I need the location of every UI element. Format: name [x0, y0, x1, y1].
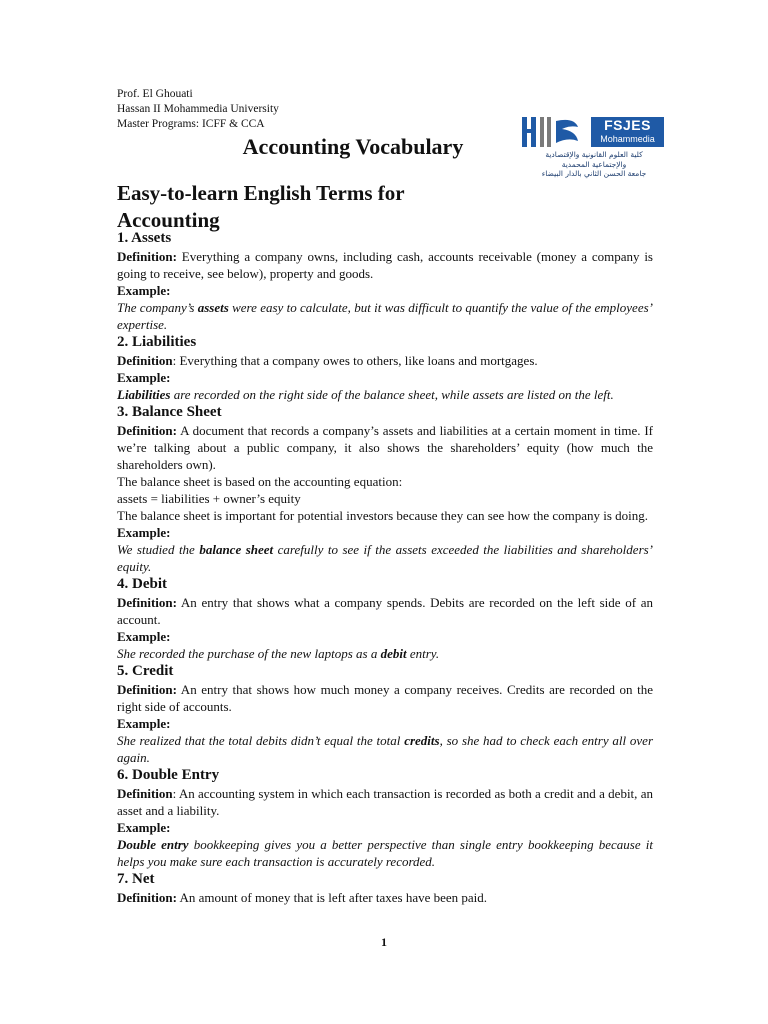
arabic-line-2: والإجتماعية المحمدية [561, 159, 627, 169]
definition-double-entry [117, 785, 653, 819]
author-line: Prof. El Ghouati [117, 88, 193, 100]
section-heading-liabilities: 2. Liabilities [117, 334, 197, 350]
example-text: carefully to see if the assets exceeded the liabilities and shareholders’ equity. [117, 542, 654, 574]
example-debit [117, 645, 653, 662]
example-term: debit [380, 646, 407, 661]
example-assets [117, 299, 653, 333]
accounting-equation: assets = liabilities + owner’s equity [117, 491, 301, 506]
definition-credit [117, 681, 653, 715]
definition-text: An entry that shows what a company spends. Debits are recorded on the left side of an account. [117, 595, 653, 627]
vocabulary-body [117, 229, 653, 906]
definition-text: A document that records a company’s assets and liabilities at a certain moment in time. If we’re talking about a public company, it also shows the shareholders’ equity (how much the shareholders own). [117, 423, 653, 472]
arabic-line-3: جامعة الحسن الثاني بالدار البيضاء [541, 169, 647, 178]
example-label: Example: [117, 283, 171, 298]
arabic-line-1: كلية العلوم القانونية والإقتصادية [545, 150, 643, 159]
balance-sheet-note: The balance sheet is based on the accounting equation: [117, 474, 403, 489]
example-credit [117, 732, 653, 766]
definition-assets [117, 248, 653, 282]
fsjes-badge [591, 117, 664, 147]
definition-net [117, 889, 653, 906]
definition-text: An entry that shows how much money a company receives. Credits are recorded on the right side of accounts. [117, 682, 653, 714]
example-text: are recorded on the right side of the balance sheet, while assets are listed on the left. [170, 387, 614, 402]
example-text: The company’s [117, 300, 198, 315]
example-text: She recorded the purchase of the new laptops as a [117, 646, 381, 661]
section-heading-debit: 4. Debit [117, 576, 167, 592]
example-text: She realized that the total debits didn’t equal the total [117, 733, 405, 748]
example-label: Example: [117, 820, 171, 835]
example-text: entry. [406, 646, 440, 661]
definition-label: Definition [117, 786, 173, 801]
section-heading-assets: 1. Assets [117, 230, 172, 246]
example-term: assets [197, 300, 229, 315]
page-number: 1 [381, 935, 387, 949]
section-heading-credit: 5. Credit [117, 663, 174, 679]
definition-label: Definition: [117, 595, 177, 610]
example-label: Example: [117, 370, 171, 385]
example-text: We studied the [117, 542, 200, 557]
subtitle [117, 180, 477, 234]
definition-label: Definition: [117, 890, 177, 905]
definition-label: Definition: [117, 682, 177, 697]
balance-sheet-note: The balance sheet is important for potential investors because they can see how the company is doing. [117, 508, 649, 523]
example-text: , so she had to check each entry all over again. [117, 733, 654, 765]
example-balance-sheet [117, 541, 653, 575]
example-label: Example: [117, 525, 171, 540]
definition-text: : An accounting system in which each transaction is recorded as both a credit and a debit, an asset and a liability. [117, 786, 653, 818]
example-text: were easy to calculate, but it was difficult to quantify the value of the employees’ expertise. [117, 300, 653, 332]
example-liabilities [117, 386, 653, 403]
definition-label: Definition: [117, 423, 177, 438]
section-heading-net: 7. Net [117, 871, 155, 887]
header-block [117, 87, 279, 132]
definition-text: : Everything that a company owes to others, like loans and mortgages. [172, 353, 538, 368]
arabic-faculty-name [524, 150, 664, 179]
subtitle-line-1: Easy-to-learn English Terms for [117, 181, 405, 205]
subtitle-line-2: Accounting [117, 208, 220, 232]
definition-label: Definition: [117, 249, 177, 264]
page-title: Accounting Vocabulary [242, 134, 464, 159]
example-text: bookkeeping gives you a better perspective than single entry bookkeeping because it helps you make sure each transaction is accurately recorded. [117, 837, 653, 869]
university-emblem-icon [522, 115, 584, 149]
definition-text: Everything a company owns, including cash, accounts receivable (money a company is going to receive, see below), property and goods. [117, 249, 653, 281]
example-term: credits [404, 733, 440, 748]
definition-balance-sheet [117, 422, 653, 473]
definition-liabilities [117, 352, 653, 369]
definition-text: An amount of money that is left after taxes have been paid. [176, 890, 488, 905]
definition-label: Definition [117, 353, 173, 368]
section-heading-balance-sheet: 3. Balance Sheet [117, 404, 222, 420]
example-term: Double entry [117, 837, 189, 852]
section-heading-double-entry: 6. Double Entry [117, 767, 220, 783]
programs-line: Master Programs: ICFF & CCA [117, 118, 265, 130]
example-term: balance sheet [199, 542, 274, 557]
example-double-entry [117, 836, 653, 870]
fsjes-badge-city: Mohammedia [600, 134, 655, 144]
fsjes-badge-title: FSJES [604, 117, 651, 133]
university-line: Hassan II Mohammedia University [117, 103, 279, 115]
fsjes-logo [514, 106, 664, 182]
example-label: Example: [117, 629, 171, 644]
example-term: Liabilities [117, 387, 171, 402]
definition-debit [117, 594, 653, 628]
example-label: Example: [117, 716, 171, 731]
